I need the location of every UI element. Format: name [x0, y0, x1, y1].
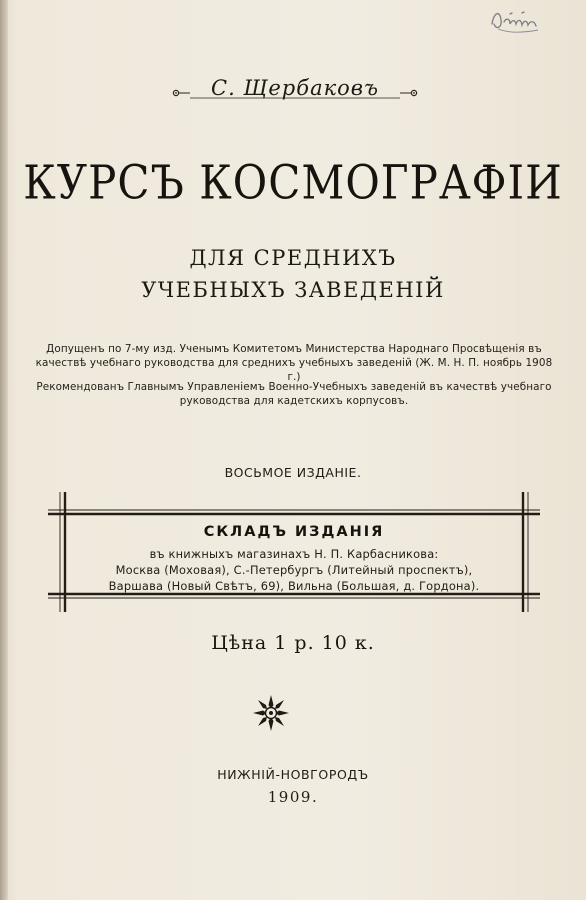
warehouse-frame	[48, 492, 540, 612]
page-spine-shadow	[0, 0, 8, 900]
publication-city: НИЖНІЙ-НОВГОРОДЪ	[217, 767, 369, 782]
approval-ministry: Допущенъ по 7-му изд. Ученымъ Комитетомъ Министерства Народнаго Просвѣщенія въ качествѣ учебнаго руководства для среднихъ учебныхъ заведеній (Ж. М. Н. П. ноябрь 1908 г.)	[35, 343, 553, 383]
author-name: С. Щербаковъ	[211, 76, 379, 100]
price: Цѣна 1 р. 10 к.	[211, 632, 375, 654]
warehouse-line-1: въ книжныхъ магазинахъ Н. П. Карбасникова:	[149, 547, 439, 561]
subtitle-line-2: УЧЕБНЫХЪ ЗАВЕДЕНІЙ	[141, 278, 445, 302]
handwritten-inscription	[488, 2, 548, 38]
author-block	[170, 72, 420, 108]
edition-note: ВОСЬМОЕ ИЗДАНІЕ.	[224, 465, 362, 480]
book-title: КУРСЪ КОСМОГРАФІИ	[23, 155, 563, 210]
publication-year: 1909.	[267, 788, 319, 806]
approval-military: Рекомендованъ Главнымъ Управленіемъ Военно-Учебныхъ заведеній въ качествѣ учебнаго руководства для кадетскихъ корпусовъ.	[36, 381, 552, 407]
warehouse-heading: СКЛАДЪ ИЗДАНІЯ	[203, 524, 385, 540]
subtitle-line-1: ДЛЯ СРЕДНИХЪ	[189, 246, 397, 270]
rosette-ornament-icon	[251, 693, 291, 733]
warehouse-line-3: Варшава (Новый Свѣтъ, 69), Вильна (Большая, д. Гордона).	[108, 579, 480, 593]
warehouse-line-2: Москва (Моховая), С.-Петербургъ (Литейный проспектъ),	[115, 563, 473, 577]
